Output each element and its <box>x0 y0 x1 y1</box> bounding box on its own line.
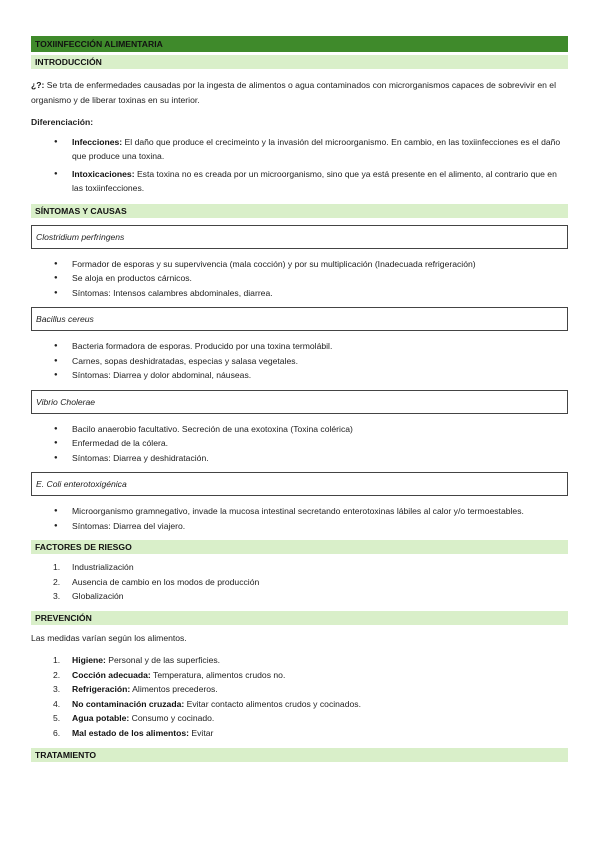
list-item <box>31 697 568 712</box>
item-text: Consumo y cocinado. <box>129 713 215 724</box>
list-item: ● Síntomas: Intensos calambres abdominales, diarrea. <box>31 286 568 301</box>
section-heading-risk: FACTORES DE RIESGO <box>31 540 568 554</box>
item-bold: No contaminación cruzada: <box>72 698 185 709</box>
list-item <box>31 575 568 590</box>
document-title: TOXIINFECCIÓN ALIMENTARIA <box>31 36 568 52</box>
item-number: 1. <box>53 655 61 666</box>
list-item <box>31 726 568 741</box>
section-heading-treatment: TRATAMIENTO <box>31 748 568 762</box>
list-item: ● Síntomas: Diarrea y deshidratación. <box>31 451 568 466</box>
list-item: ● Microorganismo gramnegativo, invade la mucosa intestinal secretando enterotoxinas lábiles al calor y/o termoestables. <box>31 504 568 519</box>
list-item <box>31 135 568 164</box>
list-item: ● Bacilo anaerobio facultativo. Secreción de una exotoxina (Toxina colérica) <box>31 422 568 437</box>
list-item <box>31 167 568 196</box>
item-text: Alimentos precederos. <box>130 684 218 695</box>
risk-list <box>31 560 568 604</box>
item-bold: Agua potable: <box>72 713 130 724</box>
item-number: 2. <box>53 576 61 587</box>
intro-text: Se trta de enfermedades causadas por la ingesta de alimentos o agua contaminados con microrganismos capaces de sobrevivir en el organismo y de liberar toxinas en su interior. <box>31 80 556 105</box>
list-item: ● Síntomas: Diarrea del viajero. <box>31 519 568 534</box>
differentiation-list <box>31 135 568 196</box>
item-bold: Infecciones: <box>72 136 123 147</box>
item-bold: Intoxicaciones: <box>72 168 135 179</box>
list-item: ● Formador de esporas y su supervivencia (mala cocción) y por su multiplicación (Inadecuada refrigeración) <box>31 257 568 272</box>
organism-box: E. Coli enterotoxigénica <box>31 472 568 496</box>
item-text: Globalización <box>72 591 124 602</box>
item-bold: Higiene: <box>72 655 106 666</box>
section-heading-symptoms: SÍNTOMAS Y CAUSAS <box>31 204 568 218</box>
item-text: El daño que produce el crecimeinto y la invasión del microorganismo. En cambio, en las toxiinfecciones es el daño que produce una toxina. <box>72 136 561 162</box>
organism-list <box>31 257 568 301</box>
item-bold: Cocción adecuada: <box>72 669 151 680</box>
list-item <box>31 653 568 668</box>
item-number: 6. <box>53 727 61 738</box>
section-heading-prevention: PREVENCIÓN <box>31 611 568 625</box>
document-page <box>31 36 568 762</box>
item-number: 3. <box>53 591 61 602</box>
item-text: Industrialización <box>72 562 134 573</box>
item-text: Temperatura, alimentos crudos no. <box>150 669 286 680</box>
organism-box: Clostridium perfringens <box>31 225 568 249</box>
differentiation-label: Diferenciación: <box>31 117 94 127</box>
item-number: 3. <box>53 684 61 695</box>
organism-box: Bacillus cereus <box>31 307 568 331</box>
organism-list <box>31 504 568 533</box>
list-item <box>31 711 568 726</box>
list-item: ● Bacteria formadora de esporas. Producido por una toxina termolábil. <box>31 339 568 354</box>
intro-paragraph <box>31 78 568 107</box>
intro-lead: ¿?: <box>31 80 45 90</box>
list-item <box>31 682 568 697</box>
item-number: 2. <box>53 669 61 680</box>
list-item: ● Se aloja en productos cárnicos. <box>31 271 568 286</box>
item-bold: Mal estado de los alimentos: <box>72 727 189 738</box>
list-item <box>31 560 568 575</box>
section-heading-intro: INTRODUCCIÓN <box>31 55 568 69</box>
organism-list <box>31 339 568 383</box>
item-text: Ausencia de cambio en los modos de producción <box>72 576 260 587</box>
list-item: ● Síntomas: Diarrea y dolor abdominal, náuseas. <box>31 368 568 383</box>
item-text: Esta toxina no es creada por un microorganismo, sino que ya está presente en el alimento, al contrario que en las toxiinfecciones. <box>72 168 557 194</box>
item-text: Evitar contacto alimentos crudos y cocinados. <box>184 698 361 709</box>
prevention-list <box>31 653 568 740</box>
list-item <box>31 589 568 604</box>
item-number: 4. <box>53 698 61 709</box>
list-item: ● Carnes, sopas deshidratadas, especias y salasa vegetales. <box>31 354 568 369</box>
item-text: Evitar <box>189 727 214 738</box>
organism-list <box>31 422 568 466</box>
list-item: ● Enfermedad de la cólera. <box>31 436 568 451</box>
prevention-intro: Las medidas varían según los alimentos. <box>31 632 187 643</box>
organism-box: Vibrio Cholerae <box>31 390 568 414</box>
item-number: 1. <box>53 562 61 573</box>
item-bold: Refrigeración: <box>72 684 131 695</box>
item-number: 5. <box>53 713 61 724</box>
item-text: Personal y de las superficies. <box>105 655 221 666</box>
list-item <box>31 668 568 683</box>
